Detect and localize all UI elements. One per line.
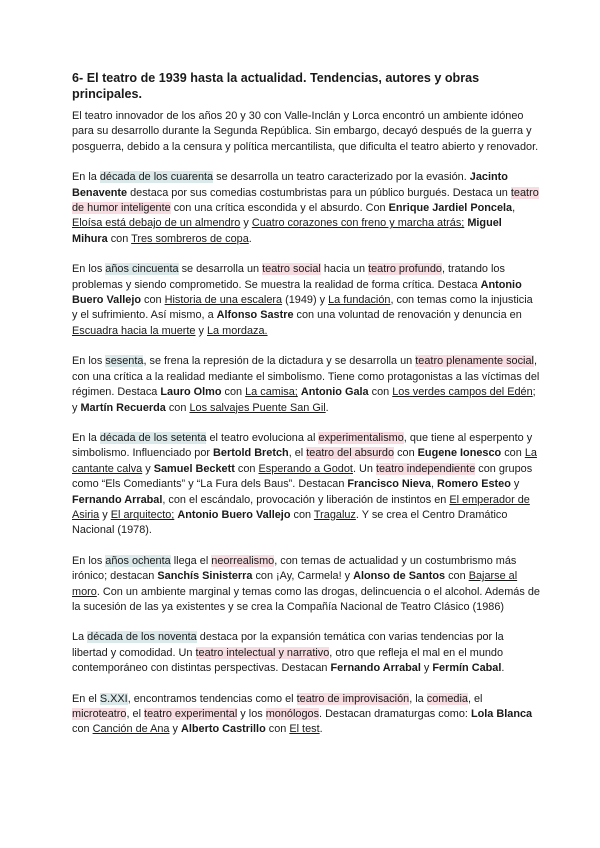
trend-highlight: teatro independiente bbox=[375, 462, 476, 475]
paragraph-5 bbox=[72, 431, 540, 539]
trend-highlight: teatro experimental bbox=[144, 708, 238, 720]
text-run: . bbox=[325, 401, 329, 414]
text-run: , encontramos tendencias como el bbox=[127, 692, 297, 705]
text-run: . bbox=[501, 662, 505, 675]
trend-highlight: neorrealismo bbox=[211, 554, 275, 567]
text-run: con grupos como “Els Comediants” y “La Fura dels Baus”. Destacan bbox=[72, 462, 533, 491]
text-run: , otro que refleja el mal en el mundo contemporáneo con distintas perspectivas. Destacan bbox=[72, 646, 504, 675]
trend-highlight: monólogos bbox=[265, 708, 320, 720]
author-name: Fernando Arrabal bbox=[72, 493, 163, 506]
period-highlight: década de los noventa bbox=[87, 631, 197, 644]
text-run: En el bbox=[72, 692, 100, 705]
text-run: , con temas de actualidad y un costumbrismo más irónico; destacan bbox=[72, 554, 517, 583]
text-run: el teatro evoluciona al bbox=[206, 431, 319, 444]
work-title: El test bbox=[289, 723, 320, 736]
paragraph-7 bbox=[72, 630, 540, 676]
text-run: , que tiene al esperpento y simbolismo. Influenciado por bbox=[72, 431, 533, 460]
text-run: y bbox=[420, 662, 433, 675]
work-title: La mordaza. bbox=[207, 324, 268, 337]
trend-highlight: teatro social bbox=[262, 263, 321, 276]
text-run: . Destacan dramaturgas como: bbox=[319, 708, 471, 720]
work-title: Los salvajes Puente San Gil bbox=[189, 401, 326, 414]
author-name: Martín Recuerda bbox=[80, 401, 166, 414]
text-run: se desarrolla un teatro caracterizado por la evasión. bbox=[213, 171, 470, 184]
trend-highlight: comedia bbox=[426, 692, 468, 705]
work-title: Bajarse al moro bbox=[72, 570, 518, 598]
paragraph-4 bbox=[72, 354, 540, 416]
period-highlight: década de los cuarenta bbox=[99, 171, 214, 184]
author-name: Miguel Mihura bbox=[72, 217, 502, 245]
work-title: Tragaluz bbox=[313, 508, 356, 521]
text-run: con bbox=[107, 232, 132, 245]
work-title: El emperador de Asiria bbox=[72, 493, 530, 521]
trend-highlight: teatro del absurdo bbox=[306, 447, 395, 460]
period-highlight: S.XXI bbox=[99, 692, 128, 705]
text-run: con bbox=[290, 508, 314, 521]
author-name: Samuel Beckett bbox=[153, 462, 235, 475]
author-name: Fermín Cabal bbox=[432, 662, 502, 675]
text-run: con bbox=[265, 723, 290, 736]
text-run: , tratando los problemas y siendo comprometido. Se muestra la realidad de forma crítica. Destaca bbox=[72, 263, 505, 291]
text-run: con una voluntad de renovación y denuncia en bbox=[293, 309, 522, 322]
text-run: y bbox=[240, 217, 252, 230]
author-name: Alfonso Sastre bbox=[216, 309, 294, 322]
document-title: 6- El teatro de 1939 hasta la actualidad. Tendencias, autores y obras principales. bbox=[72, 71, 480, 101]
period-highlight: años ochenta bbox=[105, 554, 171, 567]
text-run: llega el bbox=[170, 554, 212, 567]
text-run: con bbox=[394, 447, 418, 460]
text-run: destaca por sus comedias costumbristas para un público burgués. Destaca un bbox=[127, 186, 511, 199]
author-name: Bertold Bretch bbox=[213, 447, 289, 460]
text-run: En los bbox=[72, 355, 106, 368]
text-run: El teatro innovador de los años 20 y 30 con Valle-Inclán y Lorca encontró un ambiente idóneo para su desarrollo durante la Segunda República. Sin embargo, decayó después de la guerra y posguerra, debido a la censura y política mercantilista, que dificulta el teatro abierto y renovador. bbox=[72, 110, 539, 153]
author-name: Fernando Arrabal bbox=[330, 662, 421, 675]
work-title: Los verdes campos del Edén bbox=[392, 386, 533, 399]
work-title: Cuatro corazones con freno y marcha atrás; bbox=[251, 217, 465, 230]
text-run: En la bbox=[72, 431, 100, 444]
text-run: hacia un bbox=[320, 263, 369, 276]
text-run: En los bbox=[72, 554, 106, 567]
text-run: con bbox=[72, 723, 93, 736]
text-run: . Con un ambiente marginal y temas como las drogas, delincuencia o el alcohol. Además de la sucesión de las ya existentes y se crea la Compañía Nacional de Teatro Clásico (1986) bbox=[72, 585, 540, 613]
paragraph-2 bbox=[72, 170, 540, 247]
text-run: , se frena la represión de la dictadura y se desarrolla un bbox=[143, 355, 416, 368]
text-run: con bbox=[501, 447, 525, 460]
author-name: Alberto Castrillo bbox=[181, 723, 266, 736]
text-run: destaca por la expansión temática con varias tendencias por la libertad y comodidad. Un bbox=[72, 631, 504, 659]
author-name: Romero Esteo bbox=[437, 478, 511, 491]
work-title: El arquitecto; bbox=[110, 508, 175, 521]
period-highlight: década de los setenta bbox=[99, 431, 207, 444]
paragraph-6 bbox=[72, 554, 540, 616]
text-run: y los bbox=[237, 708, 266, 720]
work-title: La cantante calva bbox=[72, 447, 537, 475]
work-title: Historia de una escalera bbox=[164, 294, 283, 307]
text-run: con bbox=[221, 386, 246, 399]
text-run: En los bbox=[72, 263, 106, 276]
author-name: Jacinto Benavente bbox=[72, 171, 508, 199]
text-run: ; y bbox=[72, 386, 536, 414]
text-run: y bbox=[195, 324, 207, 337]
text-run: con bbox=[141, 294, 165, 307]
document-body bbox=[72, 109, 540, 738]
author-name: Lola Blanca bbox=[470, 708, 533, 720]
text-run: , la bbox=[409, 692, 427, 705]
text-run: , con temas como la injusticia y el sufrimiento. Así mismo, a bbox=[72, 294, 533, 322]
author-name: Enrique Jardiel Poncela bbox=[388, 202, 513, 215]
trend-highlight: teatro plenamente social bbox=[415, 355, 534, 368]
work-title: La fundación bbox=[328, 294, 391, 307]
text-run: , el bbox=[126, 708, 145, 720]
author-name: Alonso de Santos bbox=[353, 570, 446, 583]
period-highlight: sesenta bbox=[105, 355, 144, 368]
text-run: , con el escándalo, provocación y liberación de instintos en bbox=[162, 493, 450, 506]
period-highlight: años cincuenta bbox=[105, 263, 179, 276]
text-run: , con una crítica a la realidad mediante el simbolismo. Tiene como protagonistas a las víctimas del régimen. Destaca bbox=[72, 355, 540, 399]
text-run: En la bbox=[72, 171, 100, 184]
text-run: con bbox=[445, 570, 469, 583]
paragraph-3 bbox=[72, 262, 540, 339]
text-run: con una crítica escondida y el absurdo. Con bbox=[170, 202, 389, 215]
trend-highlight: teatro intelectual y narrativo bbox=[195, 646, 330, 659]
text-run: , el bbox=[467, 692, 483, 705]
text-run: , bbox=[430, 478, 438, 491]
work-title: Escuadra hacia la muerte bbox=[72, 324, 196, 337]
paragraph-8 bbox=[72, 692, 540, 738]
paragraph-1 bbox=[72, 109, 540, 155]
text-run: con ¡Ay, Carmela! y bbox=[252, 570, 354, 583]
work-title: Canción de Ana bbox=[92, 723, 170, 736]
text-run: con bbox=[368, 386, 393, 399]
text-run: y bbox=[169, 723, 181, 736]
author-name: Antonio Buero Vallejo bbox=[72, 278, 522, 307]
text-run: (1949) y bbox=[282, 294, 329, 307]
author-name: Antonio Gala bbox=[300, 386, 369, 399]
text-run: se desarrolla un bbox=[178, 263, 263, 276]
work-title: La camisa; bbox=[245, 386, 298, 399]
author-name: Antonio Buero Vallejo bbox=[177, 508, 291, 521]
text-run: , bbox=[512, 202, 516, 215]
text-run: con bbox=[234, 462, 259, 475]
text-run: , el bbox=[288, 447, 307, 460]
text-run: . bbox=[319, 723, 323, 736]
text-run: . Un bbox=[352, 462, 376, 475]
trend-highlight: teatro profundo bbox=[368, 263, 442, 276]
author-name: Francisco Nieva bbox=[347, 478, 431, 491]
text-run: . bbox=[248, 232, 252, 245]
text-run: y bbox=[99, 508, 111, 521]
work-title: Esperando a Godot bbox=[258, 462, 353, 475]
author-name: Sanchís Sinisterra bbox=[157, 570, 253, 583]
text-run: y bbox=[510, 478, 520, 491]
trend-highlight: microteatro bbox=[72, 708, 127, 720]
text-run: y bbox=[142, 462, 154, 475]
text-run: . Y se crea el Centro Dramático Nacional (1978). bbox=[72, 508, 508, 537]
trend-highlight: teatro de humor inteligente bbox=[72, 186, 539, 215]
work-title: Eloísa está debajo de un almendro bbox=[72, 217, 241, 230]
trend-highlight: teatro de improvisación bbox=[296, 692, 410, 705]
author-name: Eugene Ionesco bbox=[417, 447, 502, 460]
author-name: Lauro Olmo bbox=[160, 386, 222, 399]
work-title: Tres sombreros de copa bbox=[131, 232, 249, 245]
text-run: con bbox=[165, 401, 190, 414]
trend-highlight: experimentalismo bbox=[318, 431, 404, 444]
text-run: La bbox=[72, 631, 88, 644]
